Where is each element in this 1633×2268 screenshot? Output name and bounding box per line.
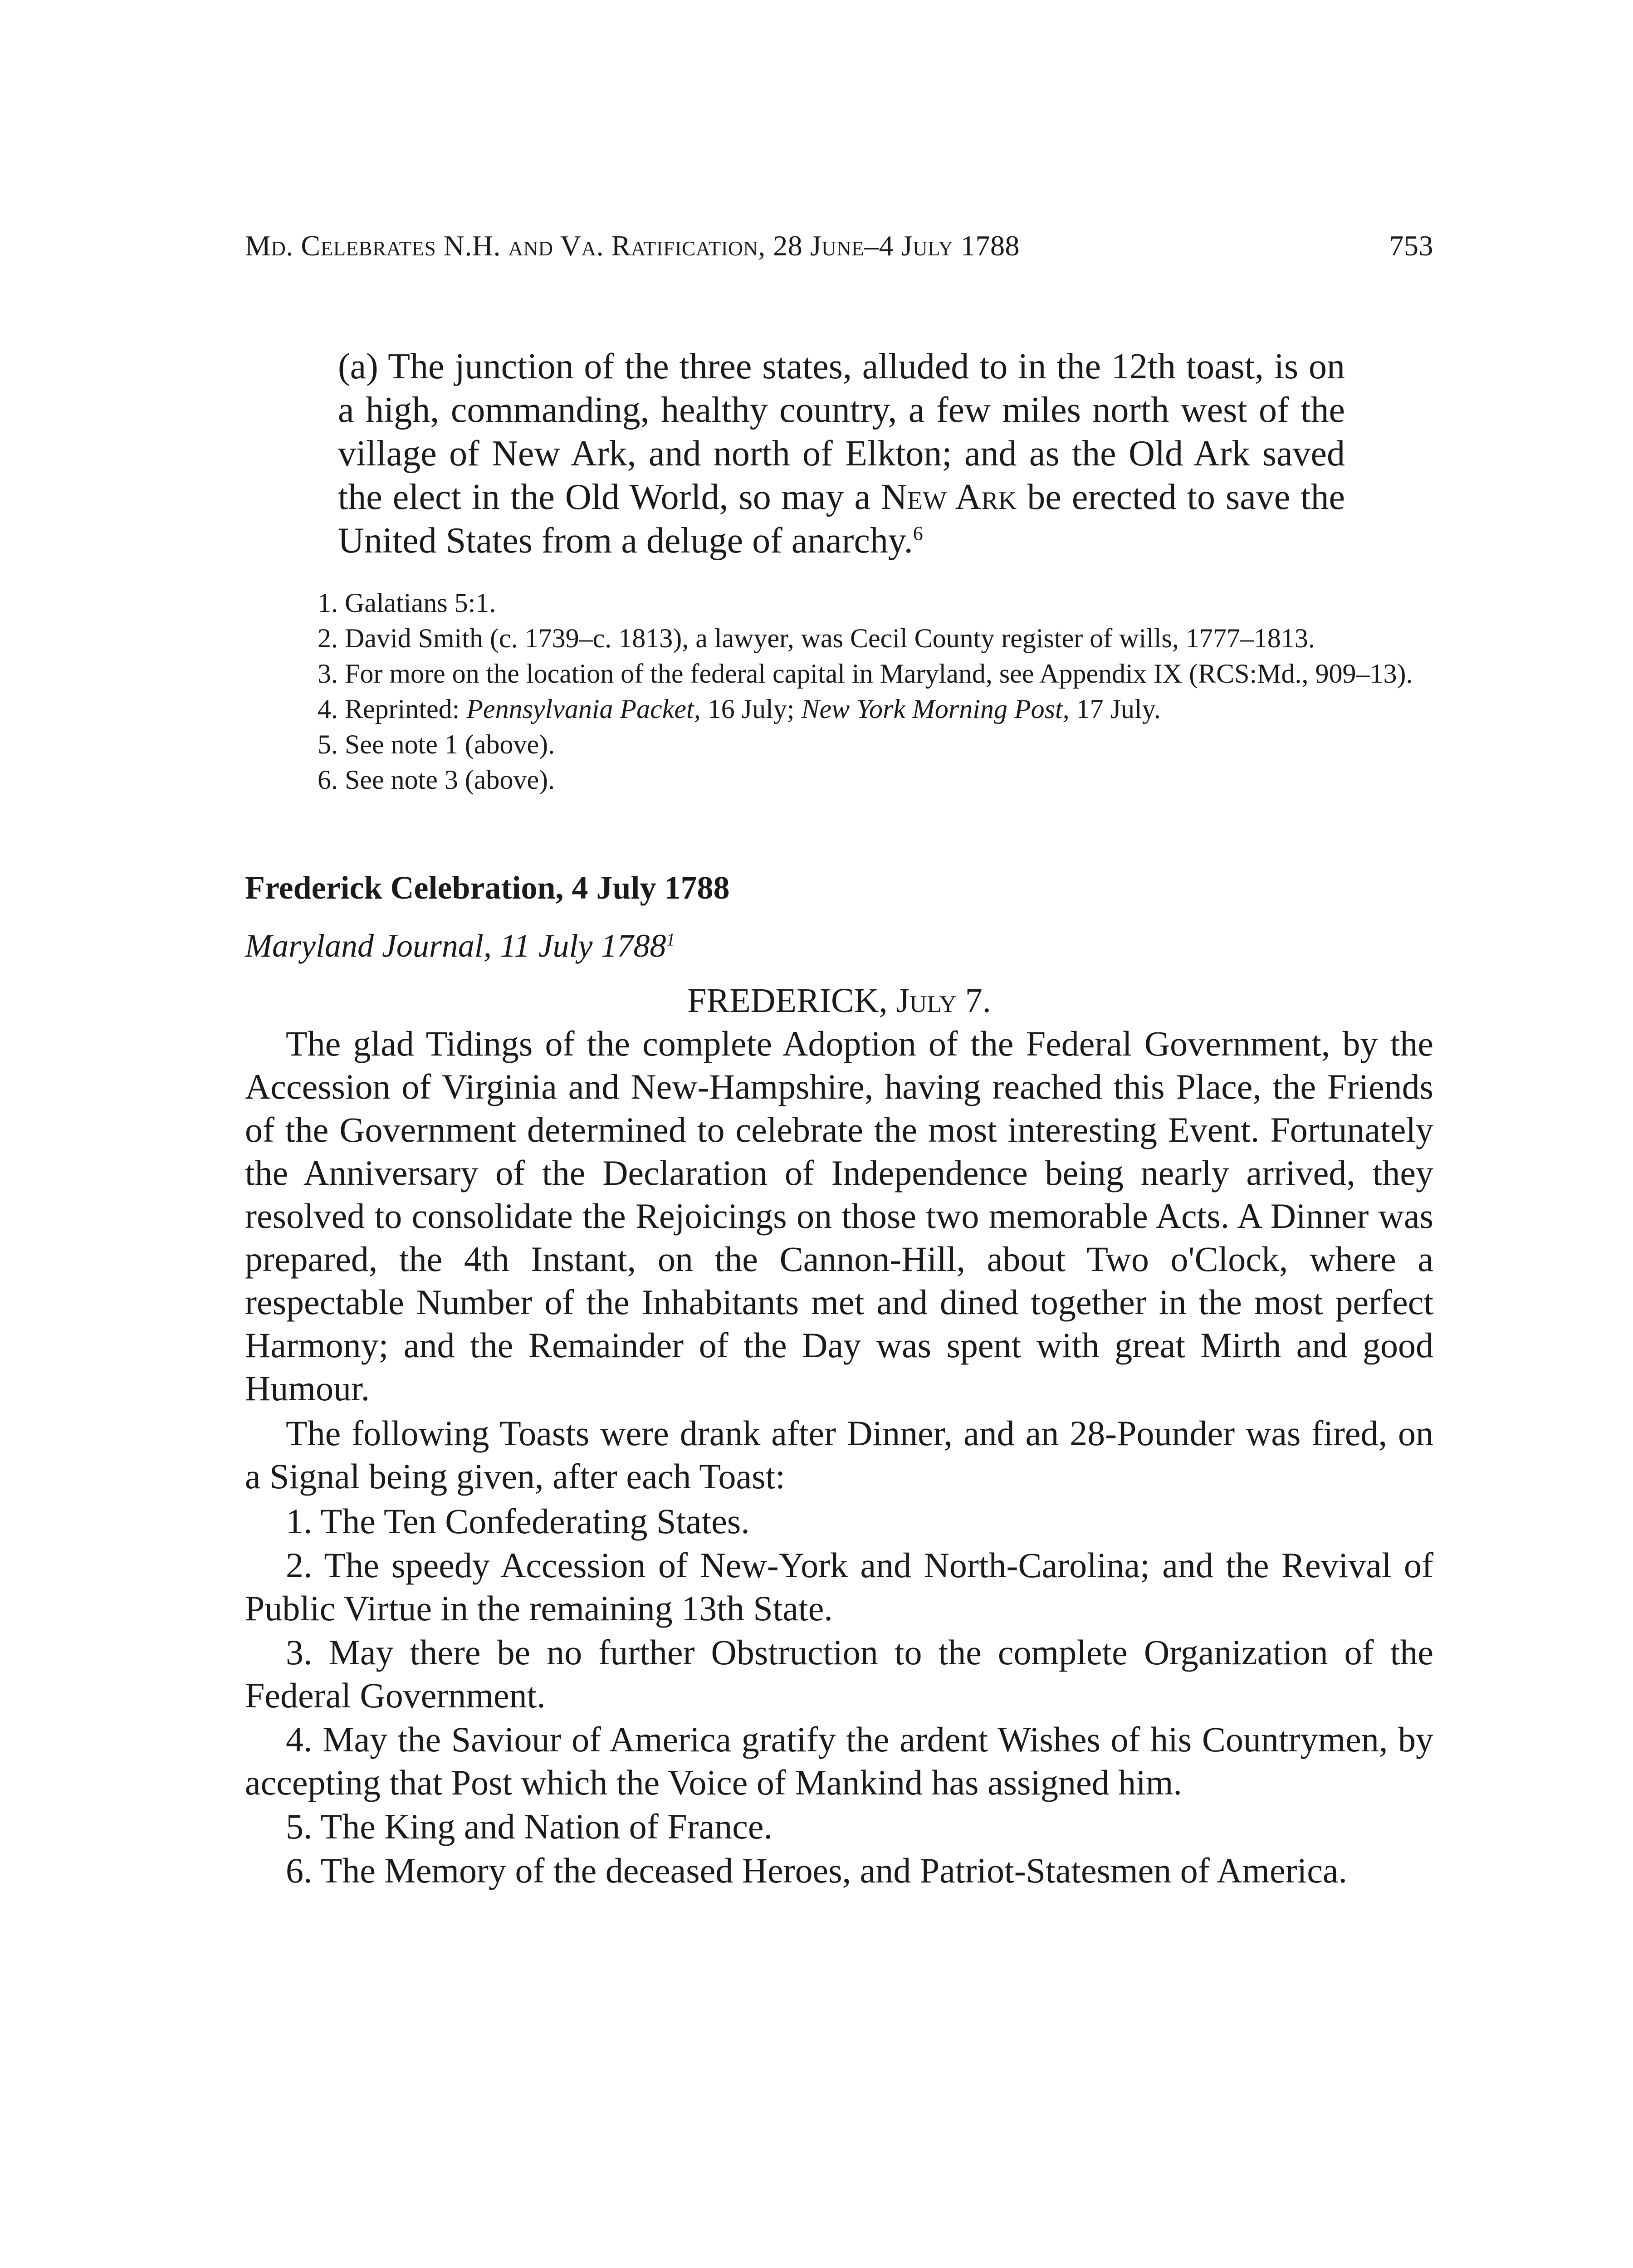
- toast-3: 3. May there be no further Obstruction to the complete Organization of the Federal Government.: [245, 1633, 1433, 1715]
- footnote-4: [245, 691, 1433, 727]
- footnote-4-suffix: 17 July.: [1069, 694, 1161, 724]
- running-head-july: July: [901, 230, 953, 262]
- toast-6: 6. The Memory of the deceased Heroes, and Patriot-Statesmen of America.: [286, 1851, 1347, 1890]
- footnote-4-prefix: 4. Reprinted:: [318, 694, 467, 724]
- dateline-day: 7.: [956, 982, 991, 1020]
- paragraph-2: The following Toasts were drank after Dinner, and an 28-Pounder was fired, on a Signal being given, after each Toast:: [245, 1413, 1433, 1496]
- source-footnote-ref: 1: [666, 929, 675, 949]
- toast-1: 1. The Ten Confederating States.: [286, 1501, 750, 1541]
- inset-note: [338, 345, 1345, 562]
- running-head-year: 1788: [953, 230, 1020, 262]
- toast-5: 5. The King and Nation of France.: [286, 1807, 772, 1846]
- dateline-month: July: [896, 982, 957, 1020]
- section-heading: Frederick Celebration, 4 July 1788: [245, 870, 730, 906]
- source-title: Maryland Journal, 11 July 1788: [245, 928, 666, 964]
- footnote-2: 2. David Smith (c. 1739–c. 1813), a lawyer, was Cecil County register of wills, 1777–1813.: [318, 623, 1315, 653]
- inset-note-text-after: be erected to save the United States from a deluge of anarchy.: [338, 477, 1345, 561]
- footnote-4-source-1: Pennsylvania Packet,: [466, 694, 701, 724]
- inset-note-footnote-ref: 6: [913, 522, 923, 545]
- footnote-6: 6. See note 3 (above).: [318, 765, 555, 795]
- document-page: [245, 213, 1433, 1893]
- footnote-3: 3. For more on the location of the federal capital in Maryland, see Appendix IX (RCS:Md., 909–13).: [318, 659, 1413, 689]
- inset-note-text-before: (a) The junction of the three states, alluded to in the 12th toast, is on a high, commanding, healthy country, a few miles north west of the village of New Ark, and north of Elkton; and as the Old Ark saved the elect in the Old World, so may a: [338, 347, 1345, 517]
- inset-note-emphasis: New Ark: [881, 477, 1017, 517]
- article-body: [245, 1022, 1433, 1892]
- dateline: [245, 979, 1433, 1022]
- footnote-5: 5. See note 1 (above).: [318, 729, 555, 759]
- running-head-title: [245, 231, 1020, 260]
- source-line: [245, 926, 1433, 966]
- running-head: [245, 213, 1433, 277]
- toast-4: 4. May the Saviour of America gratify the ardent Wishes of his Countrymen, by accepting that Post which the Voice of Mankind has assigned him.: [245, 1720, 1433, 1802]
- footnote-1: 1. Galatians 5:1.: [318, 588, 496, 618]
- page-number: 753: [1389, 230, 1433, 262]
- dateline-city: FREDERICK,: [687, 982, 896, 1020]
- footnotes: [245, 585, 1433, 797]
- footnote-4-source-2: New York Morning Post,: [801, 694, 1070, 724]
- running-head-june: June: [810, 230, 865, 262]
- running-head-range: –4: [864, 230, 901, 262]
- running-head-title-part1: Md. Celebrates N.H. and Va. Ratification, 28: [245, 230, 810, 262]
- toast-2: 2. The speedy Accession of New-York and North-Carolina; and the Revival of Public Virtue in the remaining 13th State.: [245, 1545, 1433, 1628]
- footnote-4-mid: 16 July;: [700, 694, 802, 724]
- paragraph-1: The glad Tidings of the complete Adoption of the Federal Government, by the Accession of Virginia and New-Hampshire, having reached this Place, the Friends of the Government determined to celebrate the most interesting Event. Fortunately the Anniversary of the Declaration of Independence being nearly arrived, they resolved to consolidate the Rejoicings on those two memorable Acts. A Dinner was prepared, the 4th Instant, on the Cannon-Hill, about Two o'Clock, where a respectable Number of the Inhabitants met and dined together in the most perfect Harmony; and the Remainder of the Day was spent with great Mirth and good Humour.: [245, 1024, 1433, 1408]
